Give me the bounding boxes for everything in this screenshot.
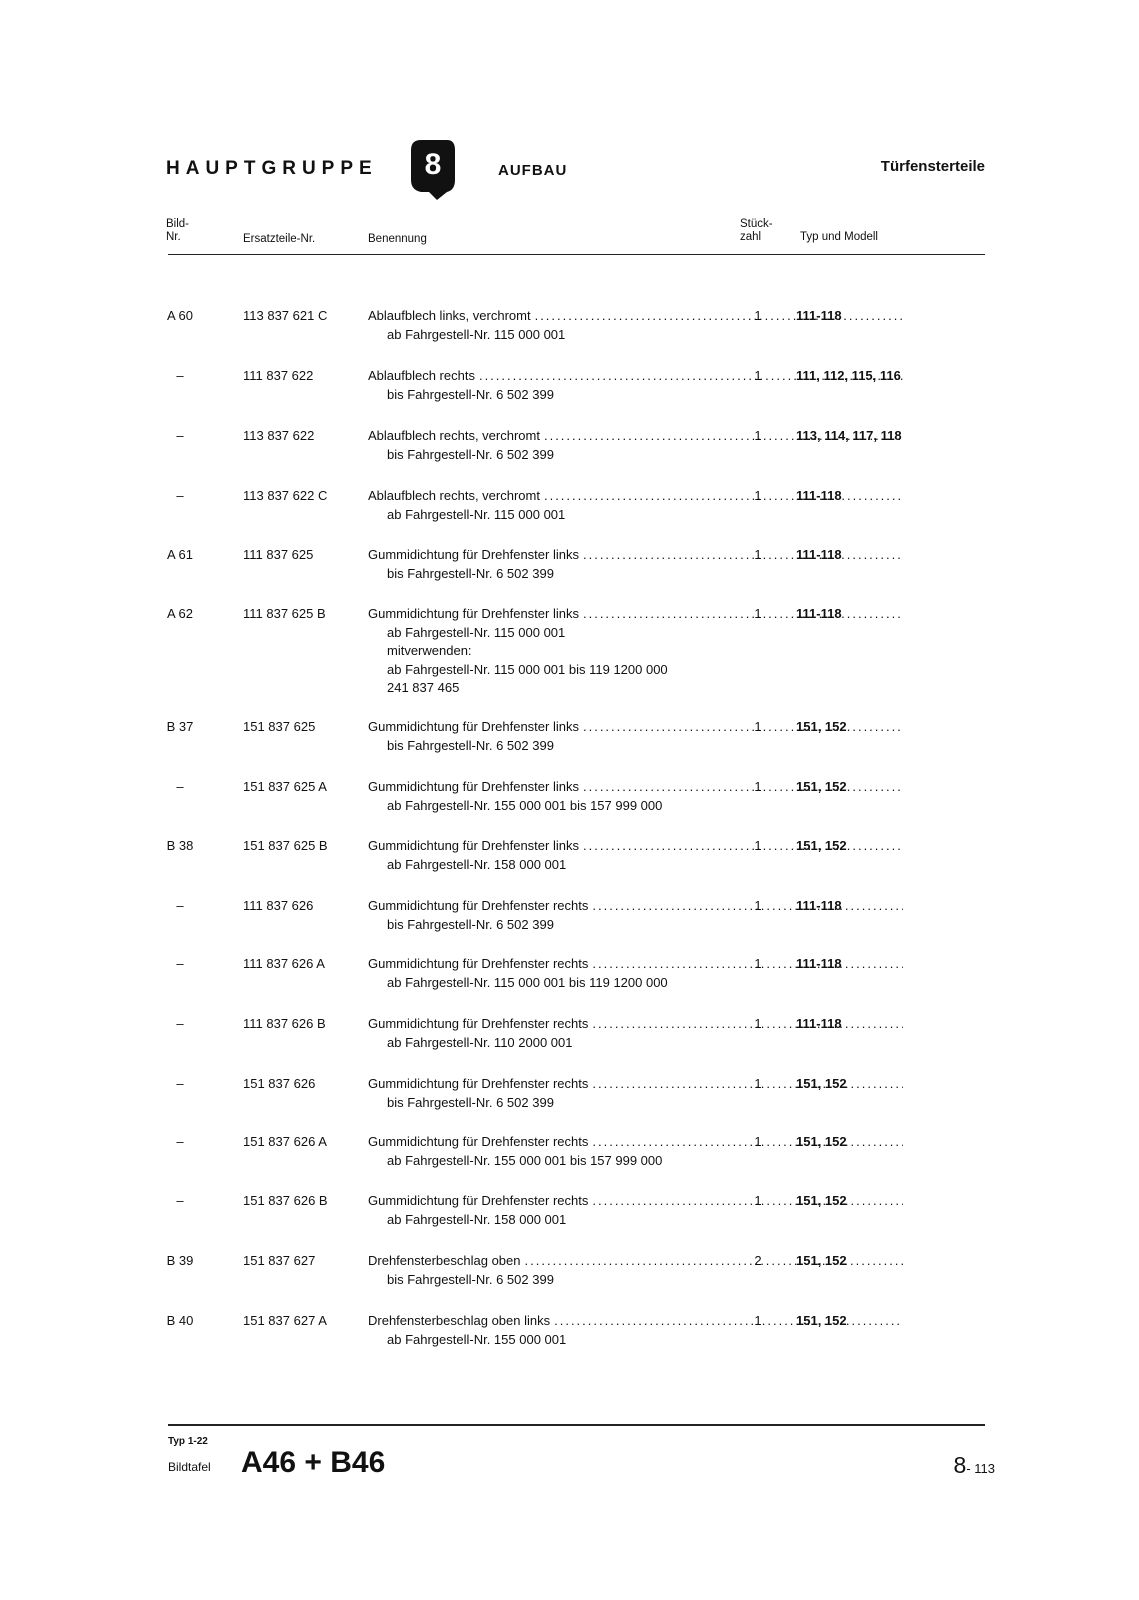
part-note: ab Fahrgestell-Nr. 110 2000 001: [387, 1034, 573, 1050]
type-model: 151, 152: [796, 1076, 847, 1091]
group-number: 8: [424, 148, 442, 181]
bild-number: –: [176, 898, 184, 913]
type-model: 111-118: [796, 606, 842, 621]
col-header-qty: Stück- zahl: [740, 218, 773, 243]
part-number: 151 837 626: [243, 1076, 316, 1091]
part-name: Gummidichtung für Drehfenster rechts: [368, 956, 589, 971]
footer-rule: [168, 1424, 985, 1426]
type-model: 151, 152: [796, 1134, 847, 1149]
type-model: 111-118: [796, 488, 842, 503]
quantity: 1: [754, 606, 762, 621]
dot-leader: [583, 546, 903, 565]
type-model: 111-118: [796, 547, 842, 562]
type-model: 111, 112, 115, 116: [796, 368, 901, 383]
part-note: ab Fahrgestell-Nr. 158 000 001: [387, 1211, 567, 1227]
part-note: ab Fahrgestell-Nr. 155 000 001 bis 157 999 000: [387, 1152, 663, 1168]
header-rule: [168, 254, 985, 255]
part-note: mitverwenden:: [387, 643, 472, 658]
section-title: AUFBAU: [498, 162, 568, 179]
part-note: bis Fahrgestell-Nr. 6 502 399: [387, 446, 554, 462]
part-note: ab Fahrgestell-Nr. 155 000 001: [387, 1331, 567, 1347]
part-name: Ablaufblech links, verchromt: [368, 308, 531, 323]
part-name: Drehfensterbeschlag oben: [368, 1253, 521, 1268]
footer-bildtafel-label: Bildtafel: [168, 1460, 211, 1474]
bild-number: B 39: [166, 1253, 194, 1268]
part-name: Gummidichtung für Drehfenster rechts: [368, 1076, 589, 1091]
col-header-bild: Bild- Nr.: [166, 218, 190, 243]
part-name: Ablaufblech rechts: [368, 368, 475, 383]
group-number-badge: [407, 136, 459, 202]
part-note: ab Fahrgestell-Nr. 115 000 001: [387, 624, 566, 640]
quantity: 1: [754, 488, 762, 503]
part-note: ab Fahrgestell-Nr. 115 000 001 bis 119 1200 000: [387, 661, 668, 677]
part-number: 151 837 625: [243, 719, 316, 734]
type-model: 151, 152: [796, 1253, 847, 1268]
part-name: Gummidichtung für Drehfenster rechts: [368, 898, 589, 913]
footer-typ: Typ 1-22: [168, 1436, 208, 1447]
part-number: 111 837 626 A: [243, 956, 325, 971]
page-number-major: 8: [953, 1452, 967, 1478]
part-note: bis Fahrgestell-Nr. 6 502 399: [387, 565, 554, 581]
part-note: bis Fahrgestell-Nr. 6 502 399: [387, 916, 554, 932]
bild-number: –: [176, 779, 184, 794]
part-number: 151 837 625 A: [243, 779, 327, 794]
part-note: 241 837 465: [387, 680, 460, 695]
part-number: 111 837 626 B: [243, 1016, 326, 1031]
part-number: 111 837 625: [243, 547, 314, 562]
part-name: Gummidichtung für Drehfenster links: [368, 779, 579, 794]
dot-leader: [583, 718, 903, 737]
part-name: Gummidichtung für Drehfenster rechts: [368, 1016, 589, 1031]
dot-leader: [583, 778, 903, 797]
quantity: 1: [754, 1076, 762, 1091]
col-header-part: Ersatzteile-Nr.: [243, 233, 316, 245]
quantity: 1: [754, 1016, 762, 1031]
part-name: Gummidichtung für Drehfenster links: [368, 547, 579, 562]
dot-leader: [583, 605, 903, 624]
part-number: 151 837 626 A: [243, 1134, 327, 1149]
bild-number: B 38: [166, 838, 194, 853]
col-header-type: Typ und Modell: [800, 231, 878, 243]
bild-number: A 61: [166, 547, 194, 562]
part-name: Gummidichtung für Drehfenster rechts: [368, 1193, 589, 1208]
main-group-label: HAUPTGRUPPE: [166, 158, 378, 179]
part-number: 151 837 627: [243, 1253, 316, 1268]
part-name: Drehfensterbeschlag oben links: [368, 1313, 551, 1328]
bild-number: A 62: [166, 606, 194, 621]
bild-number: –: [176, 956, 184, 971]
dot-leader: [544, 487, 903, 506]
part-note: bis Fahrgestell-Nr. 6 502 399: [387, 1271, 554, 1287]
bild-number: B 37: [166, 719, 194, 734]
type-model: 111-118: [796, 898, 842, 913]
bild-number: –: [176, 1193, 184, 1208]
bild-number: A 60: [166, 308, 194, 323]
part-note: ab Fahrgestell-Nr. 115 000 001 bis 119 1200 000: [387, 974, 668, 990]
quantity: 1: [754, 779, 762, 794]
type-model: 111-118: [796, 956, 842, 971]
part-name: Ablaufblech rechts, verchromt: [368, 488, 540, 503]
quantity: 1: [754, 428, 762, 443]
part-name: Ablaufblech rechts, verchromt: [368, 428, 540, 443]
quantity: 1: [754, 1193, 762, 1208]
page-number: [890, 1452, 995, 1479]
part-number: 111 837 626: [243, 898, 314, 913]
type-model: 111-118: [796, 1016, 842, 1031]
part-note: ab Fahrgestell-Nr. 155 000 001 bis 157 999 000: [387, 797, 663, 813]
part-number: 113 837 622 C: [243, 488, 328, 503]
part-note: ab Fahrgestell-Nr. 115 000 001: [387, 326, 566, 342]
bild-number: –: [176, 1076, 184, 1091]
part-number: 151 837 626 B: [243, 1193, 328, 1208]
bild-number: –: [176, 1134, 184, 1149]
dot-leader: [583, 837, 903, 856]
col-header-name: Benennung: [368, 233, 427, 245]
type-model: 111-118: [796, 308, 842, 323]
type-model: 151, 152: [796, 1313, 847, 1328]
bild-number: B 40: [166, 1313, 194, 1328]
dot-leader: [535, 307, 903, 326]
part-number: 111 837 622: [243, 368, 314, 383]
quantity: 1: [754, 719, 762, 734]
type-model: 113, 114, 117, 118: [796, 428, 902, 443]
type-model: 151, 152: [796, 779, 847, 794]
quantity: 1: [754, 368, 762, 383]
part-name: Gummidichtung für Drehfenster links: [368, 719, 579, 734]
type-model: 151, 152: [796, 1193, 847, 1208]
part-name: Gummidichtung für Drehfenster links: [368, 606, 579, 621]
quantity: 1: [754, 547, 762, 562]
quantity: 1: [754, 1134, 762, 1149]
quantity: 1: [754, 308, 762, 323]
quantity: 2: [754, 1253, 762, 1268]
quantity: 1: [754, 1313, 762, 1328]
bild-number: –: [176, 368, 184, 383]
part-number: 113 837 622: [243, 428, 315, 443]
part-note: ab Fahrgestell-Nr. 115 000 001: [387, 506, 566, 522]
dot-leader: [554, 1312, 903, 1331]
bild-number: –: [176, 1016, 184, 1031]
part-note: bis Fahrgestell-Nr. 6 502 399: [387, 737, 554, 753]
bild-number: –: [176, 488, 184, 503]
type-model: 151, 152: [796, 838, 847, 853]
footer-tafel-number: A46 + B46: [241, 1446, 386, 1479]
page-number-minor: - 113: [966, 1461, 995, 1476]
quantity: 1: [754, 898, 762, 913]
part-note: bis Fahrgestell-Nr. 6 502 399: [387, 386, 554, 402]
part-number: 113 837 621 C: [243, 308, 328, 323]
type-model: 151, 152: [796, 719, 847, 734]
part-note: ab Fahrgestell-Nr. 158 000 001: [387, 856, 567, 872]
bild-number: –: [176, 428, 184, 443]
part-name: Gummidichtung für Drehfenster links: [368, 838, 579, 853]
part-note: bis Fahrgestell-Nr. 6 502 399: [387, 1094, 554, 1110]
part-name: Gummidichtung für Drehfenster rechts: [368, 1134, 589, 1149]
quantity: 1: [754, 956, 762, 971]
part-number: 111 837 625 B: [243, 606, 326, 621]
quantity: 1: [754, 838, 762, 853]
part-number: 151 837 625 B: [243, 838, 328, 853]
page-topic-title: Türfensterteile: [880, 158, 985, 175]
part-number: 151 837 627 A: [243, 1313, 327, 1328]
